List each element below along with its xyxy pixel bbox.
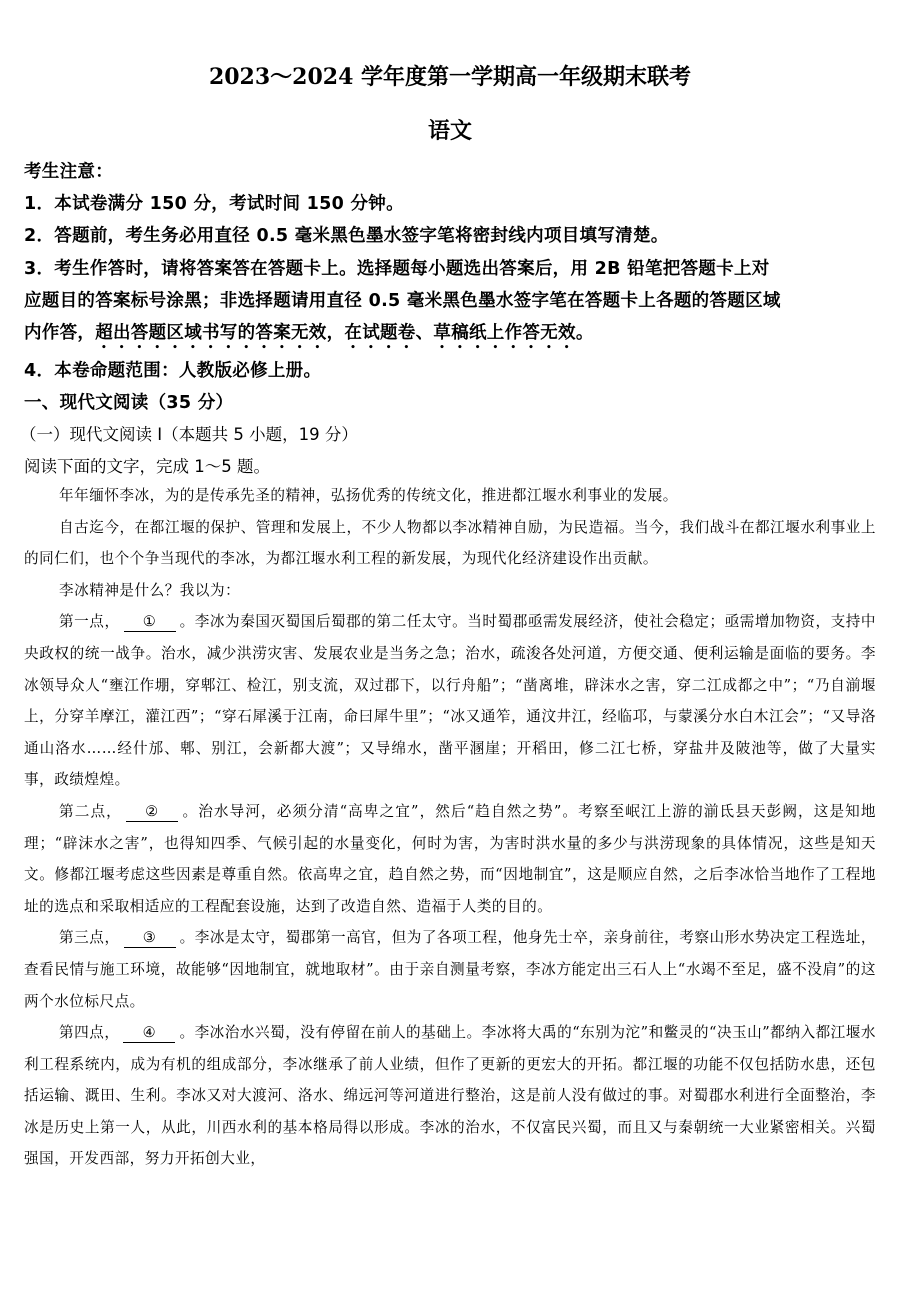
passage-paragraph-4	[24, 606, 876, 796]
notice-emphasis-text: 超出答题区域书写的答案无效，在试题卷、草稿纸上作答无效	[95, 323, 576, 343]
point-label-2: 第二点，	[59, 802, 122, 820]
point-label-1: 第一点，	[59, 613, 120, 631]
notice-item-3-line-3-end: 。	[575, 323, 594, 343]
notice-item-4: 4．本卷命题范围：人教版必修上册。	[24, 361, 322, 381]
reading-passage	[24, 480, 876, 1175]
passage-paragraph-3: 李冰精神是什么？我以为：	[59, 581, 241, 599]
notice-heading: 考生注意：	[24, 162, 113, 182]
point-label-4: 第四点，	[59, 1024, 120, 1042]
paragraph-7-text: 。李冰治水兴蜀，没有停留在前人的基础上。李冰将大禹的“东别为沱”和鳖灵的“决玉山”都纳入都江堰水利工程系统内，成为有机的组成部分，李冰继承了前人业绩，但作了更新的更宏大的开拓。都江堰的功能不仅包括防水患，还包括运输、溉田、生利。李冰又对大渡河、洛水、绵远河等河道进行整治，这是前人没有做过的事。对蜀郡水利进行全面整治，李冰是历史上第一人，从此，川西水利的基本格局得以形成。李冰的治水，不仅富民兴蜀，而且又与秦朝统一大业紧密相关。兴蜀强国，开发西部，努力开拓创大业，	[24, 1024, 876, 1168]
answer-blank-1: ①	[124, 613, 176, 632]
notice-item-3-line-2: 应题目的答案标号涂黑；非选择题请用直径 0.5 毫米黑色墨水签字笔在答题卡上各题的答题区域	[24, 291, 781, 311]
paragraph-4-text: 。李冰为秦国灭蜀国后蜀郡的第二任太守。当时蜀郡亟需发展经济，使社会稳定；亟需增加物资，支持中央政权的统一战争。治水，减少洪涝灾害、发展农业是当务之急；治水，疏浚各处河道，方便交通、便利运输是面临的要务。李冰领导众人“壅江作堋，穿郫江、检江，别支流，双过郡下，以行舟船”；“凿离堆，辟沫水之害，穿二江成都之中”；“乃自湔堰上，分穿羊摩江，灌江西”；“穿石犀溪于江南，命曰犀牛里”；“冰又通笮，通汶井江，经临邛，与蒙溪分水白木江会”；“又导洛通山洛水……经什邡、郫、别江，会新都大渡”；又导绵水，凿平溷崖；开稻田，修二江七桥，穿盐井及陂池等，做了大量实事，政绩煌煌。	[24, 613, 876, 789]
sub-section-heading: （一）现代文阅读 I（本题共 5 小题，19 分）	[20, 425, 358, 444]
passage-paragraph-2: 自古迄今，在都江堰的保护、管理和发展上，不少人物都以李冰精神自励，为民造福。当今，我们战斗在都江堰水利事业上的同仁们，也个个争当现代的李冰，为都江堰水利工程的新发展，为现代化经济建设作出贡献。	[24, 518, 876, 568]
passage-paragraph-7	[24, 1017, 876, 1175]
point-label-3: 第三点，	[59, 929, 120, 947]
reading-instruction: 阅读下面的文字，完成 1～5 题。	[24, 457, 270, 476]
passage-paragraph-6	[24, 922, 876, 1017]
notice-item-3-line-3	[24, 319, 594, 353]
section-heading: 一、现代文阅读（35 分）	[24, 393, 234, 413]
answer-blank-3: ③	[124, 929, 176, 948]
notice-item-1: 1．本试卷满分 150 分，考试时间 150 分钟。	[24, 194, 404, 214]
exam-title: 2023～2024 学年度第一学期高一年级期末联考	[208, 64, 692, 90]
passage-paragraph-5	[24, 796, 876, 922]
notice-item-2: 2．答题前，考生务必用直径 0.5 毫米黑色墨水签字笔将密封线内项目填写清楚。	[24, 226, 669, 246]
passage-paragraph-1: 年年缅怀李冰，为的是传承先圣的精神，弘扬优秀的传统文化，推进都江堰水利事业的发展。	[59, 487, 678, 504]
notice-item-3-line-3-start: 内作答，	[24, 323, 96, 343]
subject-title: 语文	[427, 118, 472, 144]
answer-blank-4: ④	[123, 1024, 175, 1043]
paragraph-6-text: 。李冰是太守，蜀郡第一高官，但为了各项工程，他身先士卒，亲身前往，考察山形水势决定工程选址，查看民情与施工环境，故能够“因地制宜，就地取材”。由于亲自测量考察，李冰方能定出三石人上“水竭不至足，盛不没肩”的这两个水位标尺点。	[24, 929, 876, 1010]
paragraph-5-text: 。治水导河，必须分清“高卑之宜”，然后“趋自然之势”。考察至岷江上游的湔氐县天彭阙，这是知地理；“辟沫水之害”，也得知四季、气候引起的水量变化，何时为害，为害时洪水量的多少与洪涝现象的具体情况，这些是知天文。修都江堰考虑这些因素是尊重自然。依高卑之宜，趋自然之势，而“因地制宜”，这是顺应自然，之后李冰恰当地作了工程地址的选点和采取相适应的工程配套设施，达到了改造自然、造福于人类的目的。	[24, 802, 876, 915]
notice-item-3-line-1: 3．考生作答时，请将答案答在答题卡上。选择题每小题选出答案后，用 2B 铅笔把答题卡上对	[24, 259, 770, 279]
answer-blank-2: ②	[126, 803, 178, 822]
